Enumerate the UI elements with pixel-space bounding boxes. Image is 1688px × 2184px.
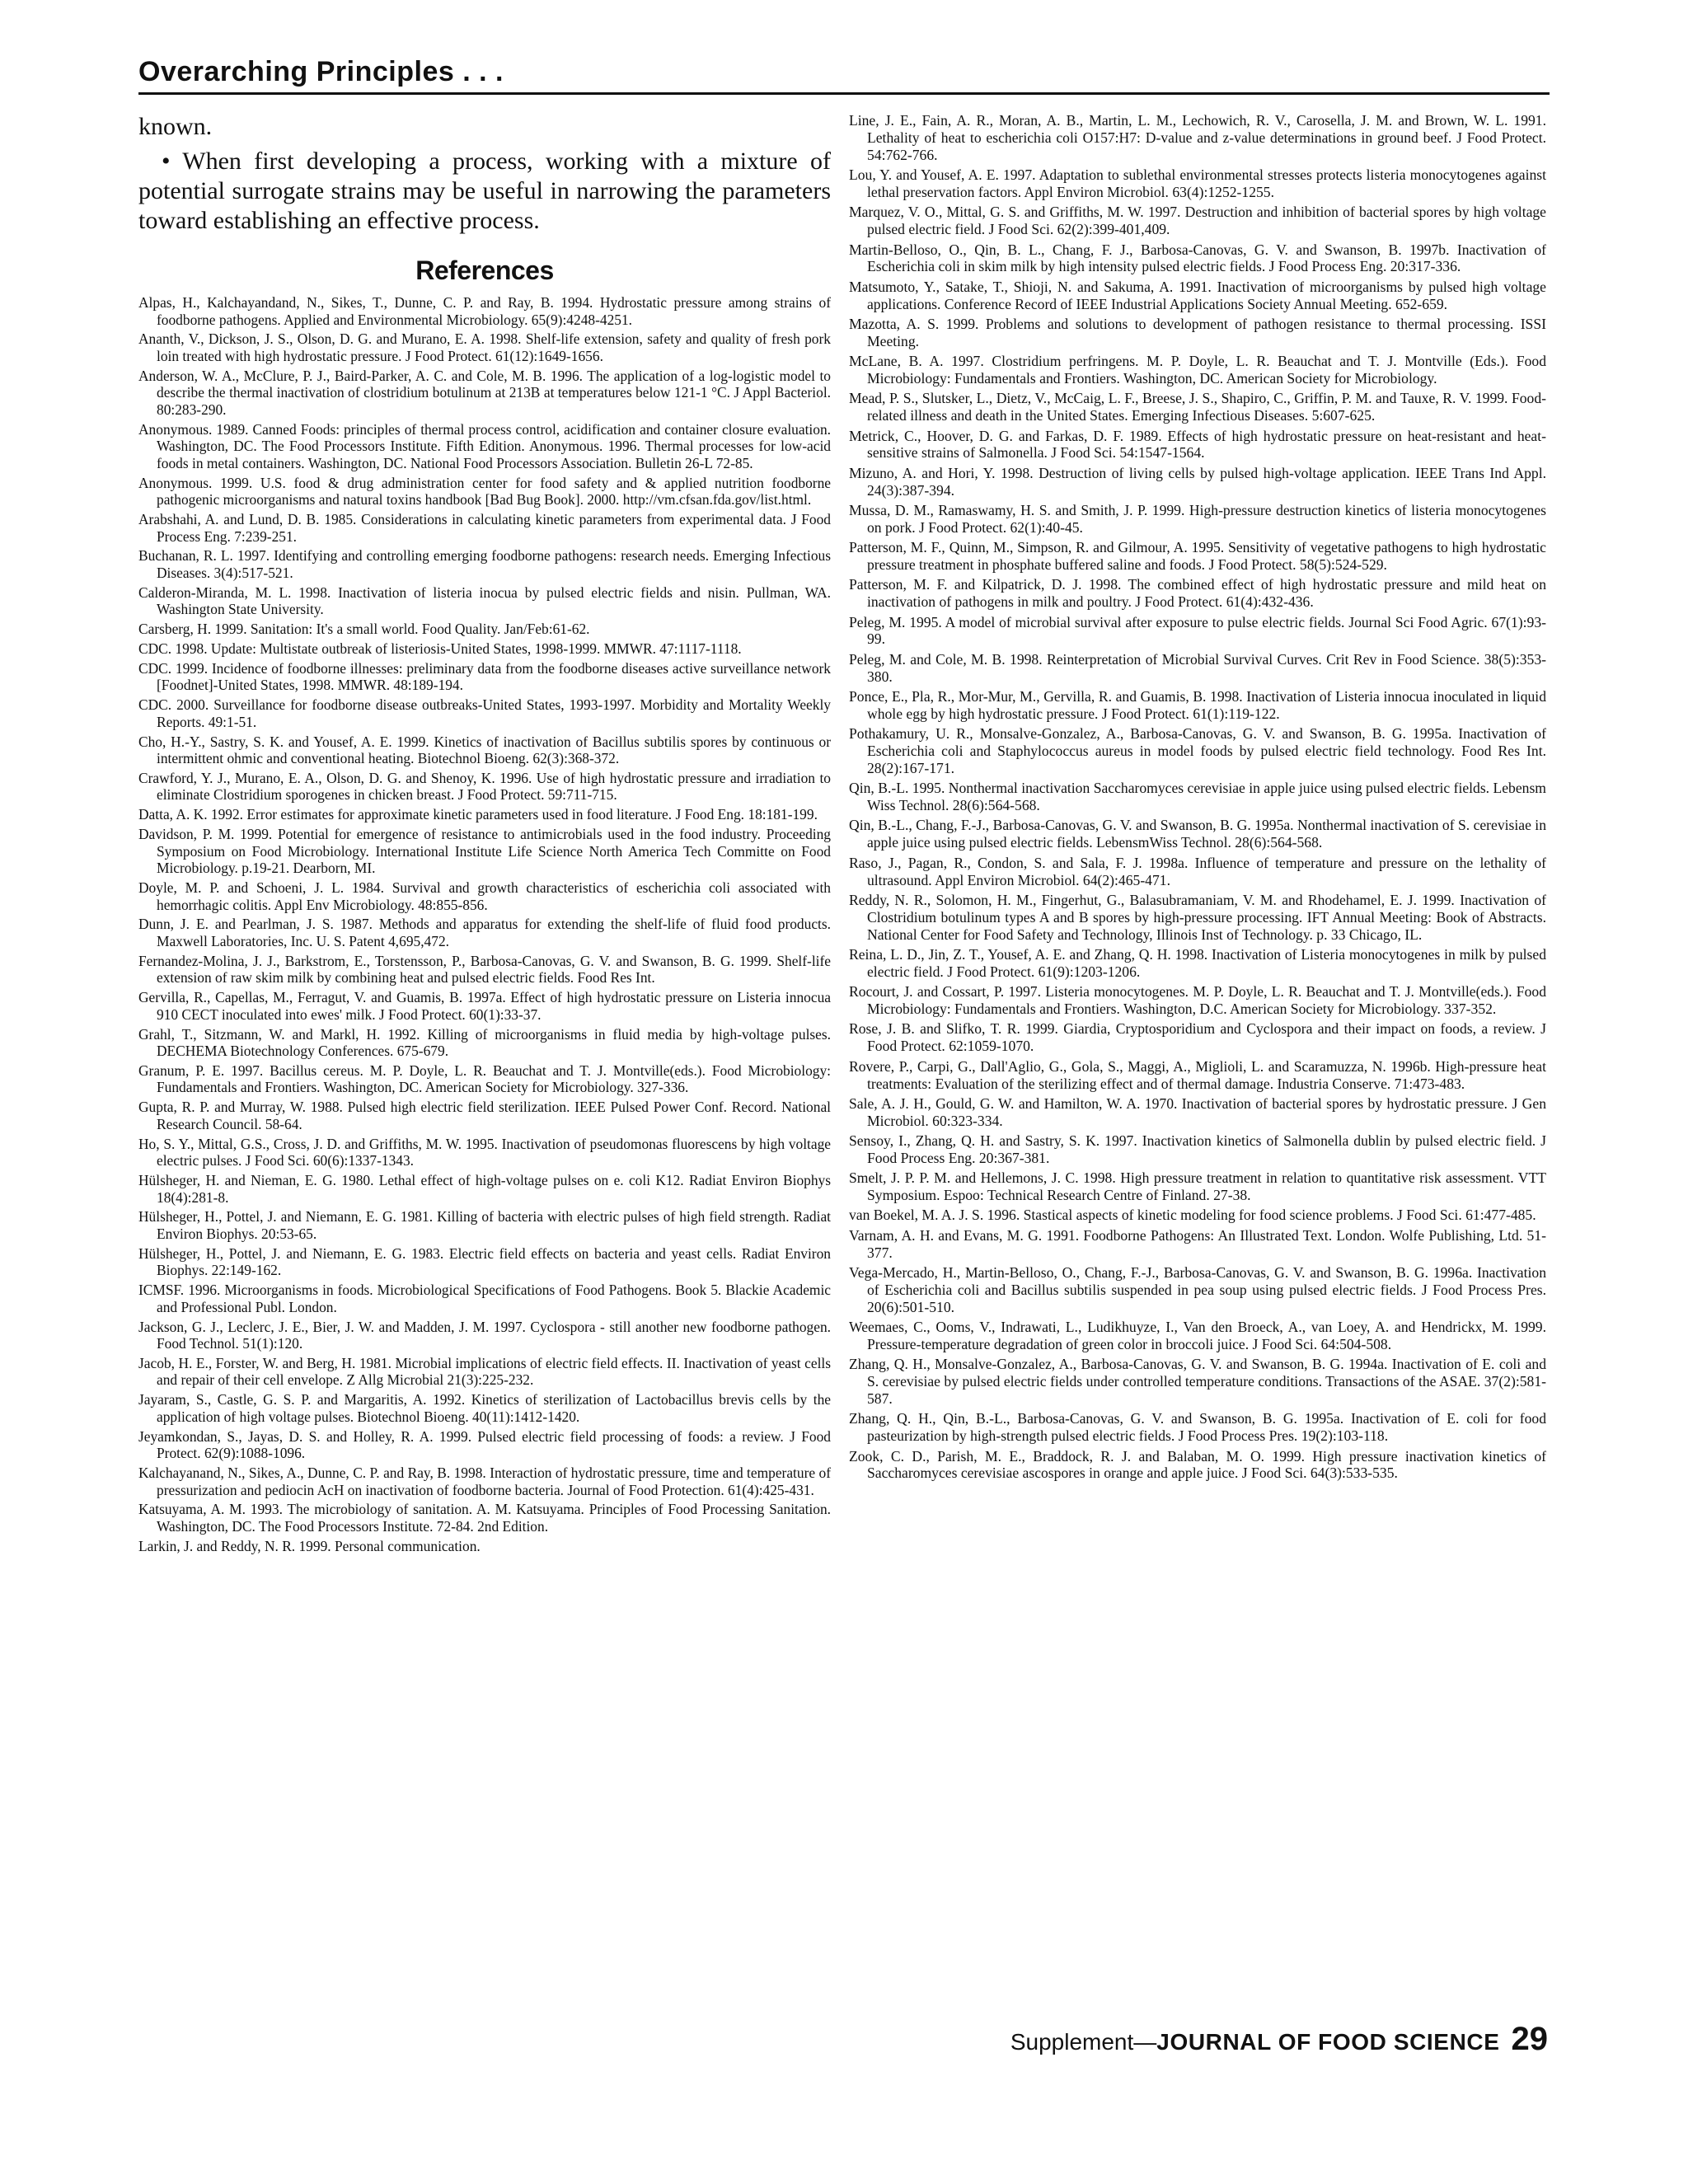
reference-entry: CDC. 1999. Incidence of foodborne illnesses: preliminary data from the foodborne diseases active surveillance network [Foodnet]-United States, 1998. MMWR. 48:189-194.: [138, 659, 831, 694]
reference-entry: Qin, B.-L. 1995. Nonthermal inactivation Saccharomyces cerevisiae in apple juice using pulsed electric fields. Lebensm Wiss Technol. 28(6):564-568.: [849, 780, 1546, 814]
reference-entry: Varnam, A. H. and Evans, M. G. 1991. Foodborne Pathogens: An Illustrated Text. London. Wolfe Publishing, Ltd. 51-377.: [849, 1226, 1546, 1261]
reference-entry: Zhang, Q. H., Qin, B.-L., Barbosa-Canovas, G. V. and Swanson, B. G. 1995a. Inactivation of E. coli for food pasteurization by high-strength pulsed electric fields. J Food Process Pres. 19(2):103-118.: [849, 1410, 1546, 1445]
reference-entry: Zhang, Q. H., Monsalve-Gonzalez, A., Barbosa-Canovas, G. V. and Swanson, B. G. 1994a. Inactivation of E. coli and S. cerevisiae by pulsed electric fields under controlled temperature conditions. Transactions of the ASAE. 37(2):581-587.: [849, 1356, 1546, 1408]
reference-entry: Marquez, V. O., Mittal, G. S. and Griffiths, M. W. 1997. Destruction and inhibition of bacterial spores by high voltage pulsed electric field. J Food Sci. 62(2):399-401,409.: [849, 204, 1546, 238]
reference-entry: Hülsheger, H. and Nieman, E. G. 1980. Lethal effect of high-voltage pulses on e. coli K12. Radiat Environ Biophys 18(4):281-8.: [138, 1172, 831, 1206]
reference-entry: Matsumoto, Y., Satake, T., Shioji, N. and Sakuma, A. 1991. Inactivation of microorganisms by pulsed high voltage applications. Conference Record of IEEE Industrial Applications Society Annual Meeting. 652-659.: [849, 278, 1546, 312]
reference-entry: Peleg, M. and Cole, M. B. 1998. Reinterpretation of Microbial Survival Curves. Crit Rev in Food Science. 38(5):353-380.: [849, 650, 1546, 685]
reference-entry: Lou, Y. and Yousef, A. E. 1997. Adaptation to sublethal environmental stresses protects listeria monocytogenes against lethal preservation factors. Appl Environ Microbiol. 63(4):1252-1255.: [849, 166, 1546, 201]
reference-entry: Datta, A. K. 1992. Error estimates for approximate kinetic parameters used in food literature. J Food Eng. 18:181-199.: [138, 806, 818, 823]
reference-entry: Pothakamury, U. R., Monsalve-Gonzalez, A., Barbosa-Canovas, G. V. and Swanson, B. G. 1995a. Inactivation of Escherichia coli and Staphylococcus aureus in model foods by pulsed electric field technology. Food Res Int. 28(2):167-171.: [849, 725, 1546, 776]
reference-entry: Cho, H.-Y., Sastry, S. K. and Yousef, A. E. 1999. Kinetics of inactivation of Bacillus subtilis spores by continuous or intermittent ohmic and conventional heating. Biotechnol Bioeng. 62(3):368-372.: [138, 733, 831, 767]
reference-entry: Smelt, J. P. P. M. and Hellemons, J. C. 1998. High pressure treatment in relation to quantitative risk assessment. VTT Symposium. Espoo: Technical Research Centre of Finland. 27-38.: [849, 1169, 1546, 1204]
reference-entry: Carsberg, H. 1999. Sanitation: It's a small world. Food Quality. Jan/Feb:61-62.: [138, 621, 590, 638]
reference-entry: Fernandez-Molina, J. J., Barkstrom, E., Torstensson, P., Barbosa-Canovas, G. V. and Swanson, B. G. 1999. Shelf-life extension of raw skim milk by combining heat and pulsed electric fields. Food Res Int.: [138, 952, 831, 987]
reference-entry: Alpas, H., Kalchayandand, N., Sikes, T., Dunne, C. P. and Ray, B. 1994. Hydrostatic pressure among strains of foodborne pathogens. Applied and Environmental Microbiology. 65(9):4248-4251.: [138, 294, 831, 328]
reference-entry: Rose, J. B. and Slifko, T. R. 1999. Giardia, Cryptosporidium and Cyclospora and their impact on foods, a review. J Food Protect. 62:1059-1070.: [849, 1020, 1546, 1055]
running-header: [138, 56, 1550, 97]
reference-entry: Vega-Mercado, H., Martin-Belloso, O., Chang, F.-J., Barbosa-Canovas, G. V. and Swanson, B. G. 1996a. Inactivation of Escherichia coli and Bacillus subtilis suspended in pea soup using pulsed electric fields. J Food Process Pres. 20(6):501-510.: [849, 1263, 1546, 1315]
page-footer: [1010, 2021, 1548, 2058]
left-column: [138, 112, 831, 1558]
reference-entry: CDC. 2000. Surveillance for foodborne disease outbreaks-United States, 1993-1997. Morbidity and Mortality Weekly Reports. 49:1-51.: [138, 696, 831, 730]
reference-entry: van Boekel, M. A. J. S. 1996. Stastical aspects of kinetic modeling for food science problems. J Food Sci. 61:477-485.: [849, 1207, 1536, 1224]
intro-paragraph-2: • When first developing a process, working with a mixture of potential surrogate strains may be useful in narrowing the parameters toward establishing an effective process.: [138, 148, 831, 234]
reference-entry: Martin-Belloso, O., Qin, B. L., Chang, F. J., Barbosa-Canovas, G. V. and Swanson, B. 1997b. Inactivation of Escherichia coli in skim milk by high intensity pulsed electric fields. J Food Process Eng. 20:317-336.: [849, 241, 1546, 275]
reference-entry: Jayaram, S., Castle, G. S. P. and Margaritis, A. 1992. Kinetics of sterilization of Lactobacillus brevis cells by the application of high voltage pulses. Biotechnol Bioeng. 40(11):1412-1420.: [138, 1391, 831, 1425]
reference-entry: ICMSF. 1996. Microorganisms in foods. Microbiological Specifications of Food Pathogens. Book 5. Blackie Academic and Professional Publ. London.: [138, 1282, 831, 1315]
reference-entry: Reina, L. D., Jin, Z. T., Yousef, A. E. and Zhang, Q. H. 1998. Inactivation of Listeria monocytogenes in milk by pulsed electric field. J Food Protect. 61(9):1203-1206.: [849, 945, 1546, 980]
reference-entry: Qin, B.-L., Chang, F.-J., Barbosa-Canovas, G. V. and Swanson, B. G. 1995a. Nonthermal inactivation of S. cerevisiae in apple juice using pulsed electric fields. LebensmWiss Technol. 28(6):564-568.: [849, 817, 1546, 851]
reference-entry: Grahl, T., Sitzmann, W. and Markl, H. 1992. Killing of microorganisms in fluid media by high-voltage pulses. DECHEMA Biotechnology Conferences. 675-679.: [138, 1025, 831, 1060]
page-number: 29: [1511, 2021, 1548, 2057]
reference-entry: Mead, P. S., Slutsker, L., Dietz, V., McCaig, L. F., Breese, J. S., Shapiro, C., Griffin, P. M. and Tauxe, R. V. 1999. Food-related illness and death in the United States. Emerging Infectious Diseases. 5:607-625.: [849, 390, 1546, 424]
reference-entry: Hülsheger, H., Pottel, J. and Niemann, E. G. 1983. Electric field effects on bacteria and yeast cells. Radiat Environ Biophys. 22:149-162.: [138, 1244, 831, 1279]
reference-entry: Zook, C. D., Parish, M. E., Braddock, R. J. and Balaban, M. O. 1999. High pressure inactivation kinetics of Saccharomyces cerevisiae ascospores in orange and apple juice. J Food Sci. 64(3):533-535.: [849, 1447, 1546, 1482]
reference-entry: Ho, S. Y., Mittal, G.S., Cross, J. D. and Griffiths, M. W. 1995. Inactivation of pseudomonas fluorescens by high voltage electric pulses. J Food Sci. 60(6):1337-1343.: [138, 1135, 831, 1169]
reference-entry: Gupta, R. P. and Murray, W. 1988. Pulsed high electric field sterilization. IEEE Pulsed Power Conf. Record. National Research Council. 58-64.: [138, 1099, 831, 1132]
reference-entry: Buchanan, R. L. 1997. Identifying and controlling emerging foodborne pathogens: research needs. Emerging Infectious Diseases. 3(4):517-521.: [138, 547, 831, 582]
reference-entry: Reddy, N. R., Solomon, H. M., Fingerhut, G., Balasubramaniam, V. M. and Rhodehamel, E. J. 1999. Inactivation of Clostridium botulinum types A and B spores by high-pressure processing. IFT Annual Meeting: Book of Abstracts. National Center for Food Safety and Technology, Illinois Inst of Technology. p. 33 Chicago, IL.: [849, 891, 1546, 943]
reference-entry: Anderson, W. A., McClure, P. J., Baird-Parker, A. C. and Cole, M. B. 1996. The application of a log-logistic model to describe the thermal inactivation of clostridium botulinum at 213B at temperatures below 121-1 °C. J Appl Bacteriol. 80:283-290.: [138, 367, 831, 418]
reference-entry: Arabshahi, A. and Lund, D. B. 1985. Considerations in calculating kinetic parameters from experimental data. J Food Process Eng. 7:239-251.: [138, 511, 831, 545]
reference-entry: Mizuno, A. and Hori, Y. 1998. Destruction of living cells by pulsed high-voltage application. IEEE Trans Ind Appl. 24(3):387-394.: [849, 464, 1546, 499]
reference-entry: Patterson, M. F., Quinn, M., Simpson, R. and Gilmour, A. 1995. Sensitivity of vegetative pathogens to high hydrostatic pressure treatment in phosphate buffered saline and foods. J Food Protect. 58(5):524-529.: [849, 539, 1546, 574]
reference-entry: Dunn, J. E. and Pearlman, J. S. 1987. Methods and apparatus for extending the shelf-life of fluid food products. Maxwell Laboratories, Inc. U. S. Patent 4,695,472.: [138, 916, 831, 949]
intro-text: [138, 112, 831, 236]
reference-entry: Ponce, E., Pla, R., Mor-Mur, M., Gervilla, R. and Guamis, B. 1998. Inactivation of Listeria innocua inoculated in liquid whole egg by high hydrostatic pressure. J Food Protect. 61(1):119-122.: [849, 687, 1546, 722]
footer-journal-name: JOURNAL OF FOOD SCIENCE: [1156, 2029, 1500, 2055]
reference-entry: Mussa, D. M., Ramaswamy, H. S. and Smith, J. P. 1999. High-pressure destruction kinetics of listeria monocytogenes on pork. J Food Protect. 62(1):40-45.: [849, 501, 1546, 536]
reference-entry: Peleg, M. 1995. A model of microbial survival after exposure to pulse electric fields. Journal Sci Food Agric. 67(1):93-99.: [849, 613, 1546, 648]
reference-entry: Jackson, G. J., Leclerc, J. E., Bier, J. W. and Madden, J. M. 1997. Cyclospora - still another new foodborne pathogen. Food Technol. 51(1):120.: [138, 1318, 831, 1352]
footer-supplement-label: Supplement—: [1010, 2029, 1157, 2055]
reference-entry: Line, J. E., Fain, A. R., Moran, A. B., Martin, L. M., Lechowich, R. V., Carosella, J. M. and Brown, W. L. 1991. Lethality of heat to escherichia coli O157:H7: D-value and z-value determinations in ground beef. J Food Protect. 54:762-766.: [849, 112, 1546, 163]
reference-entry: Rocourt, J. and Cossart, P. 1997. Listeria monocytogenes. M. P. Doyle, L. R. Beauchat and T. J. Montville(eds.). Food Microbiology: Fundamentals and Frontiers. Washington, D.C. American Society for Microbiology. 337-352.: [849, 983, 1546, 1018]
reference-entry: Weemaes, C., Ooms, V., Indrawati, L., Ludikhuyze, I., Van den Broeck, A., van Loey, A. and Hendrickx, M. 1999. Pressure-temperature degradation of green color in broccoli juice. J Food Sci. 64:504-508.: [849, 1319, 1546, 1352]
reference-entry: Mazotta, A. S. 1999. Problems and solutions to development of pathogen resistance to thermal processing. ISSI Meeting.: [849, 315, 1546, 349]
reference-entry: Anonymous. 1999. U.S. food & drug administration center for food safety and & applied nutrition foodborne pathogenic microorganisms and natural toxins handbook [Bad Bug Book]. 2000. http://vm.cfsan.fda.gov/list.html.: [138, 474, 831, 509]
running-header-title: Overarching Principles . . .: [138, 56, 504, 87]
intro-paragraph-1: known.: [138, 113, 213, 140]
reference-entry: Sale, A. J. H., Gould, G. W. and Hamilton, W. A. 1970. Inactivation of bacterial spores by hydrostatic pressure. J Gen Microbiol. 60:323-334.: [849, 1094, 1546, 1129]
reference-entry: Gervilla, R., Capellas, M., Ferragut, V. and Guamis, B. 1997a. Effect of high hydrostatic pressure on Listeria innocua 910 CECT inoculated into ewes' milk. J Food Protect. 60(1):33-37.: [138, 989, 831, 1023]
reference-entry: Calderon-Miranda, M. L. 1998. Inactivation of listeria inocua by pulsed electric fields and nisin. Pullman, WA. Washington State University.: [138, 583, 831, 618]
references-heading: References: [415, 255, 554, 285]
reference-entry: Davidson, P. M. 1999. Potential for emergence of resistance to antimicrobials used in the food industry. Proceeding Symposium on Food Microbiology. International Institute Life Science North America Tech Committe on Food Microbiology. p.19-21. Dearborn, MI.: [138, 826, 831, 877]
header-rule: [138, 92, 1550, 95]
reference-entry: Jacob, H. E., Forster, W. and Berg, H. 1981. Microbial implications of electric field effects. II. Inactivation of yeast cells and repair of their cell envelope. Z Allg Microbial 21(3):225-232.: [138, 1354, 831, 1389]
reference-entry: Metrick, C., Hoover, D. G. and Farkas, D. F. 1989. Effects of high hydrostatic pressure on heat-resistant and heat-sensitive strains of Salmonella. J Food Sci. 54:1547-1564.: [849, 427, 1546, 462]
reference-entry: Sensoy, I., Zhang, Q. H. and Sastry, S. K. 1997. Inactivation kinetics of Salmonella dublin by pulsed electric field. J Food Process Eng. 20:367-381.: [849, 1132, 1546, 1166]
reference-entry: Ananth, V., Dickson, J. S., Olson, D. G. and Murano, E. A. 1998. Shelf-life extension, safety and quality of fresh pork loin treated with high hydrostatic pressure. J Food Protect. 61(12):1649-1656.: [138, 330, 831, 364]
reference-entry: Granum, P. E. 1997. Bacillus cereus. M. P. Doyle, L. R. Beauchat and T. J. Montville(eds.). Food Microbiology: Fundamentals and Frontiers. Washington, DC. American Society for Microbiology. 327-336.: [138, 1062, 831, 1096]
reference-entry: CDC. 1998. Update: Multistate outbreak of listeriosis-United States, 1998-1999. MMWR. 47:1117-1118.: [138, 640, 742, 657]
reference-entry: McLane, B. A. 1997. Clostridium perfringens. M. P. Doyle, L. R. Beauchat and T. J. Montville (Eds.). Food Microbiology: Fundamentals and Frontiers. Washington, DC. American Society for Microbiology.: [849, 353, 1546, 387]
reference-entry: Kalchayanand, N., Sikes, A., Dunne, C. P. and Ray, B. 1998. Interaction of hydrostatic pressure, time and temperature of pressurization and pediocin AcH on inactivation of foodborne bacteria. Journal of Food Protection. 61(4):425-431.: [138, 1465, 831, 1498]
left-reference-list: [138, 294, 831, 1554]
reference-entry: Crawford, Y. J., Murano, E. A., Olson, D. G. and Shenoy, K. 1996. Use of high hydrostatic pressure and irradiation to eliminate Clostridium sporogenes in chicken breast. J Food Protect. 59:711-715.: [138, 769, 831, 804]
right-column: [849, 112, 1546, 1485]
reference-entry: Jeyamkondan, S., Jayas, D. S. and Holley, R. A. 1999. Pulsed electric field processing of foods: a review. J Food Protect. 62(9):1088-1096.: [138, 1427, 831, 1462]
right-reference-list: [849, 112, 1546, 1482]
reference-entry: Hülsheger, H., Pottel, J. and Niemann, E. G. 1981. Killing of bacteria with electric pulses of high field strength. Radiat Environ Biophys. 20:53-65.: [138, 1208, 831, 1242]
reference-entry: Anonymous. 1989. Canned Foods: principles of thermal process control, acidification and container closure evaluation. Washington, DC. The Food Processors Institute. Fifth Edition. Anonymous. 1996. Thermal processes for low-acid foods in metal containers. Washington, DC. National Food Processors Association. Bulletin 26-L 72-85.: [138, 420, 831, 471]
reference-entry: Larkin, J. and Reddy, N. R. 1999. Personal communication.: [138, 1537, 481, 1554]
reference-entry: Rovere, P., Carpi, G., Dall'Aglio, G., Gola, S., Maggi, A., Miglioli, L. and Scaramuzza, N. 1996b. High-pressure heat treatments: Evaluation of the sterilizing effect and of thermal damage. Industria Conserve. 71:473-483.: [849, 1057, 1546, 1092]
reference-entry: Patterson, M. F. and Kilpatrick, D. J. 1998. The combined effect of high hydrostatic pressure and mild heat on inactivation of pathogens in milk and poultry. J Food Protect. 61(4):432-436.: [849, 576, 1546, 611]
reference-entry: Doyle, M. P. and Schoeni, J. L. 1984. Survival and growth characteristics of escherichia coli associated with hemorrhagic colitis. Appl Env Microbiology. 48:855-856.: [138, 879, 831, 913]
reference-entry: Katsuyama, A. M. 1993. The microbiology of sanitation. A. M. Katsuyama. Principles of Food Processing Sanitation. Washington, DC. The Food Processors Institute. 72-84. 2nd Edition.: [138, 1501, 831, 1535]
reference-entry: Raso, J., Pagan, R., Condon, S. and Sala, F. J. 1998a. Influence of temperature and pressure on the lethality of ultrasound. Appl Environ Microbiol. 64(2):465-471.: [849, 854, 1546, 888]
